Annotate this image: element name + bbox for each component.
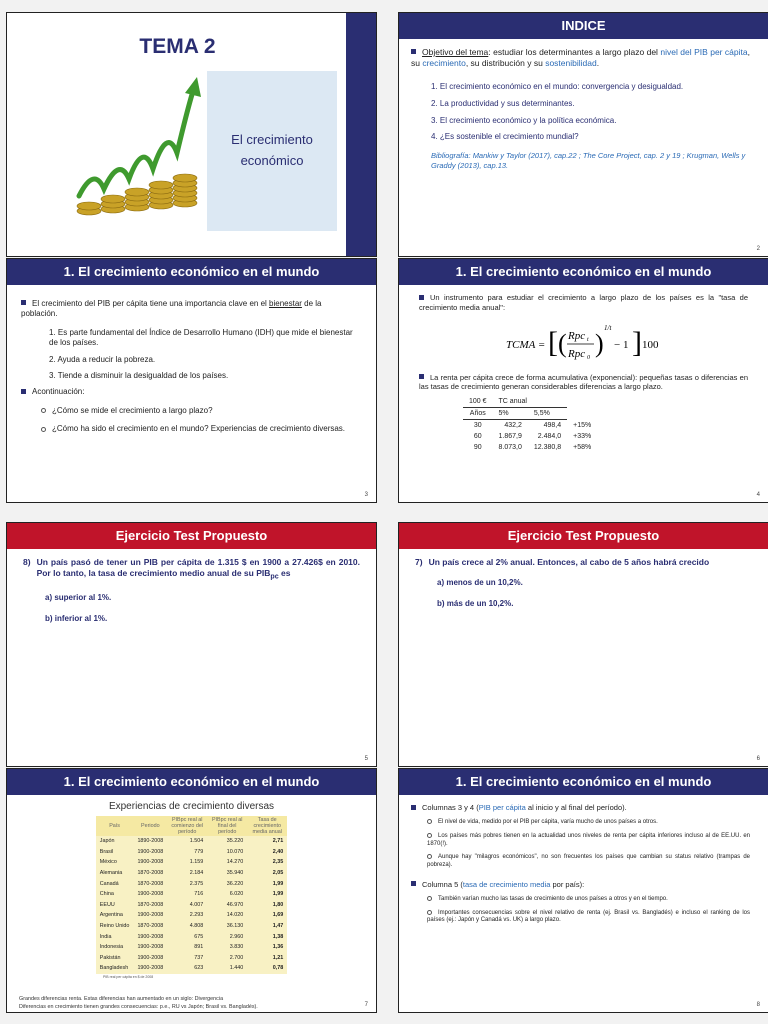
bullet-text: de la población. xyxy=(21,299,322,319)
square-bullet-icon xyxy=(411,49,416,54)
table-header: 5,5% xyxy=(528,408,567,420)
table-cell: 12.380,8 xyxy=(533,444,562,452)
bullet-column-5 xyxy=(411,880,750,890)
side-bar xyxy=(346,13,376,256)
page-number: 2 xyxy=(756,246,760,252)
svg-text:0: 0 xyxy=(586,354,590,361)
table-cell: 498,4 xyxy=(543,422,562,430)
page-number: 4 xyxy=(756,492,760,498)
question-text: Un país pasó de tener un PIB per cápita de 1.315 $ en 1900 a 27.426$ en 2010. Por lo tanto, la tasa de crecimiento medio anual de su PIB xyxy=(36,557,360,579)
reason-item: 3. Tiende a disminuir la desigualdad de los países. xyxy=(49,370,229,380)
bullet-text: El crecimiento del PIB per cápita tiene una importancia clave en el xyxy=(32,299,270,308)
table-cell: Indonesia xyxy=(96,942,134,953)
sub-list xyxy=(21,406,356,435)
table-cell: 2,71 xyxy=(247,836,287,847)
table-row xyxy=(96,963,287,974)
slide-subtitle: El crecimiento económico xyxy=(207,71,337,231)
square-bullet-icon xyxy=(21,389,26,394)
page-number: 3 xyxy=(364,492,368,498)
table-group-header: TC anual xyxy=(493,396,568,408)
index-item: 4. ¿Es sostenible el crecimiento mundial? xyxy=(431,132,579,142)
slide-8 xyxy=(398,768,768,1013)
slide-7 xyxy=(6,768,377,1013)
bullet-highlight: PIB per cápita xyxy=(478,803,526,812)
index-item: 3. El crecimiento económico y la política económica. xyxy=(431,115,617,125)
note-item: Grandes diferencias renta. Estas diferencias han aumentado en un siglo: Divergencia xyxy=(19,996,224,1002)
objective-text: , su distribución y su xyxy=(465,58,546,69)
svg-text:): ) xyxy=(594,328,604,358)
table-cell: Argentina xyxy=(96,910,134,921)
sub-item-text: Aunque hay "milagros económicos", no son frecuentes los países que cambian su status relativo (trampas de pobreza). xyxy=(427,854,750,869)
square-bullet-icon xyxy=(21,300,26,305)
table-cell: Japón xyxy=(96,836,134,847)
table-cell: Reino Unido xyxy=(96,921,134,932)
table-cell: 2.293 xyxy=(167,910,207,921)
page-number: 5 xyxy=(364,756,368,762)
index-item: 1. El crecimiento económico en el mundo: convergencia y desigualdad. xyxy=(431,81,684,91)
table-cell: 1,36 xyxy=(247,942,287,953)
table-cell: 2.184 xyxy=(167,868,207,879)
table-row xyxy=(96,857,287,868)
bullet-tcma xyxy=(419,293,748,313)
sub-item xyxy=(427,910,750,926)
table-cell: Canadá xyxy=(96,878,134,889)
table-cell: 1900-2008 xyxy=(133,857,167,868)
objective-label: Objetivo del tema xyxy=(422,47,489,57)
bullet-text: Columna 5 ( xyxy=(422,879,463,889)
table-cell: 1900-2008 xyxy=(133,963,167,974)
growth-table xyxy=(463,396,597,453)
objective-bullet xyxy=(411,47,750,70)
table-cell: 35.220 xyxy=(207,836,247,847)
question-number: 7) xyxy=(415,557,423,567)
table-cell: 30 xyxy=(473,422,482,430)
slide-header: INDICE xyxy=(399,13,768,39)
table-cell: 3.830 xyxy=(207,942,247,953)
table-cell: 1870-2008 xyxy=(133,900,167,911)
question-text: Un país crece al 2% anual. Entonces, al cabo de 5 años habrá crecido xyxy=(428,557,710,567)
table-row xyxy=(463,431,597,442)
table-row xyxy=(96,931,287,942)
table-cell: 14.270 xyxy=(207,857,247,868)
table-row xyxy=(96,942,287,953)
svg-text:]: ] xyxy=(631,325,642,359)
question-stem xyxy=(415,557,752,568)
table-corner: 100 € xyxy=(463,396,493,408)
table-cell: 1.504 xyxy=(167,836,207,847)
square-bullet-icon xyxy=(419,374,424,379)
table-cell: 737 xyxy=(167,953,207,964)
slide-header: 1. El crecimiento económico en el mundo xyxy=(399,769,768,795)
table-cell: 46.970 xyxy=(207,900,247,911)
table-cell: 36.130 xyxy=(207,921,247,932)
answer-options xyxy=(437,578,752,610)
bullet-underlined: bienestar xyxy=(269,299,302,308)
note-item: Diferencias en crecimiento tienen grandes consecuencias: p.e., RU vs Japón; Brasil vs. Bangladés). xyxy=(19,1003,258,1010)
circle-bullet-icon xyxy=(41,427,46,432)
table-cell: México xyxy=(96,857,134,868)
bullet-columns-3-4 xyxy=(411,803,750,813)
circle-bullet-icon xyxy=(41,408,46,413)
table-cell: 2.960 xyxy=(207,931,247,942)
slide-header: 1. El crecimiento económico en el mundo xyxy=(7,259,376,285)
table-cell: 779 xyxy=(167,847,207,858)
sub-item xyxy=(41,424,356,434)
slide-6 xyxy=(398,522,768,767)
square-bullet-icon xyxy=(411,805,416,810)
table-cell: 4.808 xyxy=(167,921,207,932)
table-header: PIBpc real al final del período xyxy=(207,816,247,836)
page-number: 7 xyxy=(364,1002,368,1008)
sub-item-text: El nivel de vida, medido por el PIB per cápita, varía mucho de unos países a otros. xyxy=(438,818,658,825)
table-cell: 1870-2008 xyxy=(133,868,167,879)
index-list xyxy=(431,82,750,143)
slide-2 xyxy=(398,12,768,257)
svg-text:Rpc: Rpc xyxy=(567,329,585,342)
bullet-text: La renta per cápita crece de forma acumulativa (exponencial): pequeñas tasas o diferencias en las tasas de crecimiento generan considerables diferencias a largo plazo. xyxy=(419,372,748,392)
table-cell: 675 xyxy=(167,931,207,942)
sub-item-text: Importantes consecuencias sobre el nivel relativo de renta (ej. Brasil vs. Bangladés) e incluso el ranking de los países (ej.: Japón y Canadá vs. UK) a largo plazo. xyxy=(427,909,750,924)
reason-item: 1. Es parte fundamental del Índice de Desarrollo Humano (IDH) que mide el bienestar de los países. xyxy=(49,327,353,348)
sub-list xyxy=(427,896,750,926)
slide-header: 1. El crecimiento económico en el mundo xyxy=(7,769,376,795)
table-cell: 432,2 xyxy=(504,422,522,430)
bullet-exponential xyxy=(419,373,748,393)
table-header: Años xyxy=(463,408,493,420)
table-cell: 1,99 xyxy=(247,878,287,889)
table-cell: 1900-2008 xyxy=(133,889,167,900)
table-cell: 2.700 xyxy=(207,953,247,964)
sub-item xyxy=(427,833,750,849)
table-cell: 1.440 xyxy=(207,963,247,974)
table-cell: 891 xyxy=(167,942,207,953)
page-number: 6 xyxy=(756,756,760,762)
table-source: PIB real per cápita en $ de 2008 xyxy=(103,974,154,979)
svg-text:− 1: − 1 xyxy=(613,338,628,351)
slide-1 xyxy=(6,12,377,257)
table-cell: 1890-2008 xyxy=(133,836,167,847)
svg-text:(: ( xyxy=(557,328,567,358)
slide-notes xyxy=(19,996,258,1011)
slide-header: Ejercicio Test Propuesto xyxy=(399,523,768,549)
slide-3 xyxy=(6,258,377,503)
table-cell: 1870-2008 xyxy=(133,878,167,889)
table-cell: 1900-2008 xyxy=(133,931,167,942)
table-cell: 36.220 xyxy=(207,878,247,889)
bullet-highlight: tasa de crecimiento media xyxy=(462,879,551,889)
table-cell: 623 xyxy=(167,963,207,974)
table-row xyxy=(96,953,287,964)
page-number: 8 xyxy=(756,1002,760,1008)
svg-text:t: t xyxy=(586,336,589,343)
bibliography: Bibliografía: Mankiw y Taylor (2017), cap.22 ; The Core Project, cap. 2 y 19 ; Krugman, Wells y Graddy (2013), cap.13. xyxy=(431,151,746,171)
table-cell: 60 xyxy=(473,433,482,441)
table-cell: Bangladesh xyxy=(96,963,134,974)
table-cell: 2.484,0 xyxy=(537,433,562,441)
table-cell: 1900-2008 xyxy=(133,953,167,964)
reason-item: 2. Ayuda a reducir la pobreza. xyxy=(49,354,156,364)
answer-options xyxy=(45,593,360,625)
square-bullet-icon xyxy=(419,295,424,300)
table-cell: 1870-2008 xyxy=(133,921,167,932)
slide-title: TEMA 2 xyxy=(139,35,216,58)
table-cell: 1,69 xyxy=(247,910,287,921)
growth-experiences-table xyxy=(96,816,287,974)
answer-option[interactable]: b) inferior al 1%. xyxy=(45,613,108,623)
table-cell: EEUU xyxy=(96,900,134,911)
table-cell: Alemania xyxy=(96,868,134,879)
bullet-text: por país): xyxy=(550,879,585,889)
sub-item-text: Los países más pobres tienen en la actualidad unos niveles de renta per cápita inferiores incluso al de EE.UU. en 1870(!). xyxy=(427,832,750,847)
objective-text: . xyxy=(596,58,600,69)
objective-text: , su xyxy=(411,47,750,69)
table-row xyxy=(463,420,597,432)
table-row xyxy=(96,836,287,847)
sub-item xyxy=(427,854,750,870)
objective-text: : estudiar los determinantes a largo plazo del xyxy=(488,47,661,57)
table-cell: 2,05 xyxy=(247,868,287,879)
table-cell: 2,35 xyxy=(247,857,287,868)
question-text: es xyxy=(278,568,291,579)
table-cell: 1,47 xyxy=(247,921,287,932)
table-header: PIBpc real al comienzo del período xyxy=(167,816,207,836)
table-cell: 4.007 xyxy=(167,900,207,911)
table-cell: 1.867,9 xyxy=(498,433,522,441)
sub-item-text: También varían mucho las tasas de crecimiento de unos países a otros y en el tiempo. xyxy=(438,895,668,902)
table-header: Tasa de crecimiento media anual xyxy=(247,816,287,836)
bullet-importance xyxy=(21,299,356,320)
sub-item xyxy=(427,819,750,827)
table-row xyxy=(96,868,287,879)
table-header: País xyxy=(96,816,134,836)
slide-4 xyxy=(398,258,768,503)
table-cell: 6.020 xyxy=(207,889,247,900)
question-subscript: pc xyxy=(270,573,279,582)
table-cell: 1900-2008 xyxy=(133,942,167,953)
table-cell: Brasil xyxy=(96,847,134,858)
table-header: Periodo xyxy=(133,816,167,836)
table-cell: 1,80 xyxy=(247,900,287,911)
square-bullet-icon xyxy=(411,881,416,886)
bullet-text: Acontinuación: xyxy=(32,387,85,397)
table-row xyxy=(96,878,287,889)
sub-item xyxy=(427,896,750,904)
circle-bullet-icon xyxy=(427,819,432,824)
question-number: 8) xyxy=(23,557,31,567)
table-cell: 1900-2008 xyxy=(133,910,167,921)
table-cell: 8.073,0 xyxy=(498,444,522,452)
tcma-formula xyxy=(419,313,748,373)
sub-item xyxy=(41,406,356,416)
sub-list xyxy=(427,819,750,870)
bullet-text: Columnas 3 y 4 ( xyxy=(422,803,479,812)
table-cell: 716 xyxy=(167,889,207,900)
answer-option[interactable]: a) menos de un 10,2%. xyxy=(437,578,523,588)
bullet-text: al inicio y al final del período). xyxy=(525,803,627,812)
svg-text:1/t: 1/t xyxy=(603,323,611,332)
table-cell: 1,99 xyxy=(247,889,287,900)
table-cell: 2,40 xyxy=(247,847,287,858)
objective-highlight: nivel del PIB per cápita xyxy=(660,47,748,57)
answer-option[interactable]: a) superior al 1%. xyxy=(45,592,112,602)
circle-bullet-icon xyxy=(427,833,432,838)
index-item: 2. La productividad y sus determinantes. xyxy=(431,98,575,108)
sub-item-text: ¿Cómo ha sido el crecimiento en el mundo? Experiencias de crecimiento diversas. xyxy=(52,424,346,434)
reasons-list xyxy=(49,328,356,382)
svg-text:TCMA =: TCMA = xyxy=(505,338,545,351)
table-title: Experiencias de crecimiento diversas xyxy=(108,801,275,812)
table-cell: 0,78 xyxy=(247,963,287,974)
sub-item-text: ¿Cómo se mide el crecimiento a largo plazo? xyxy=(52,405,213,415)
table-row xyxy=(96,889,287,900)
answer-option[interactable]: b) más de un 10,2%. xyxy=(437,599,514,609)
question-stem xyxy=(23,557,360,583)
bullet-next xyxy=(21,387,356,397)
table-cell: +58% xyxy=(573,444,592,452)
table-row xyxy=(96,900,287,911)
objective-highlight: crecimiento xyxy=(422,58,466,69)
table-row xyxy=(96,921,287,932)
bullet-text: Un instrumento para estudiar el crecimiento a largo plazo de los países es la "tasa de crecimiento media anual": xyxy=(419,293,748,312)
table-cell: 14.020 xyxy=(207,910,247,921)
table-row xyxy=(96,847,287,858)
table-cell: 90 xyxy=(473,444,482,452)
table-cell: 1.159 xyxy=(167,857,207,868)
objective-highlight: sostenibilidad xyxy=(545,58,597,69)
table-cell: 1,21 xyxy=(247,953,287,964)
table-header: 5% xyxy=(493,408,528,420)
table-row xyxy=(463,442,597,453)
table-cell: Pakistán xyxy=(96,953,134,964)
coins-growth-illustration xyxy=(69,71,209,231)
slide-header: Ejercicio Test Propuesto xyxy=(7,523,376,549)
circle-bullet-icon xyxy=(427,910,432,915)
table-cell: 10.070 xyxy=(207,847,247,858)
table-cell: China xyxy=(96,889,134,900)
circle-bullet-icon xyxy=(427,854,432,859)
svg-text:[: [ xyxy=(547,325,558,359)
slide-5 xyxy=(6,522,377,767)
table-cell: 1,38 xyxy=(247,931,287,942)
table-cell: 1900-2008 xyxy=(133,847,167,858)
slide-header: 1. El crecimiento económico en el mundo xyxy=(399,259,768,285)
circle-bullet-icon xyxy=(427,896,432,901)
table-cell: 2.375 xyxy=(167,878,207,889)
table-cell: 35.940 xyxy=(207,868,247,879)
table-cell: +15% xyxy=(573,421,592,429)
table-cell: India xyxy=(96,931,134,942)
svg-text:Rpc: Rpc xyxy=(567,347,585,360)
table-row xyxy=(96,910,287,921)
svg-text:100: 100 xyxy=(641,338,658,351)
table-cell: +33% xyxy=(573,433,592,441)
